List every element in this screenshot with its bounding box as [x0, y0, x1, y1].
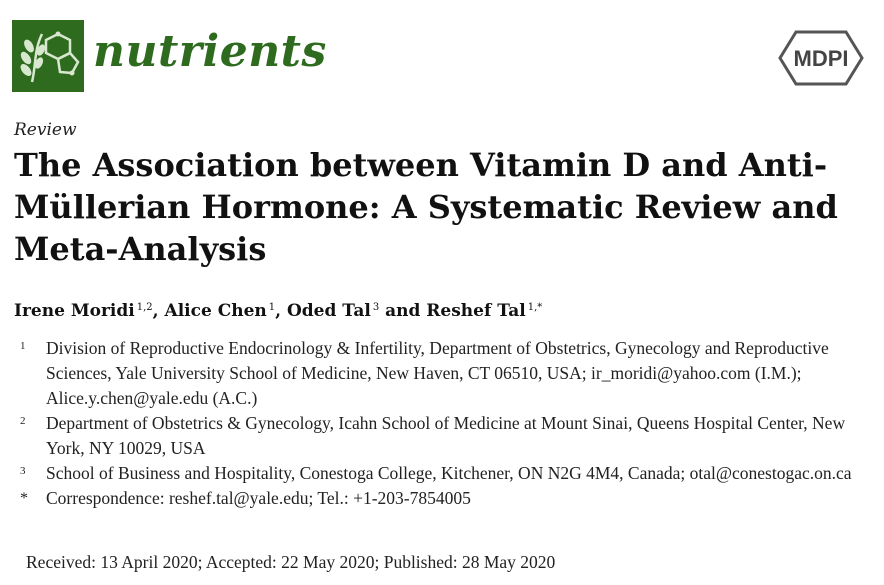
correspondence-text: Correspondence: reshef.tal@yale.edu; Tel.: +1-203-7854005: [46, 488, 471, 508]
affiliation-number: 2: [20, 415, 26, 427]
author-affiliation-mark: 1,*: [527, 302, 543, 313]
author-affiliation-mark: 1,2: [136, 302, 153, 313]
author-name: Oded Tal: [286, 301, 371, 321]
author-affiliation-mark: 3: [372, 302, 380, 313]
author-separator: ,: [275, 301, 287, 321]
mdpi-hexagon-icon: [776, 28, 866, 88]
author-name: Irene Moridi: [14, 301, 135, 321]
correspondence: [20, 486, 880, 511]
author-separator: ,: [152, 301, 165, 321]
affiliation-item: [20, 336, 880, 411]
journal-logo-icon: [12, 20, 84, 92]
affiliation-text: School of Business and Hospitality, Conestoga College, Kitchener, ON N2G 4M4, Canada; otal@conestogac.on.ca: [46, 463, 852, 483]
affiliation-item: [20, 411, 880, 461]
journal-name: nutrients: [93, 26, 327, 77]
journal-header: [0, 0, 884, 110]
affiliation-item: [20, 461, 880, 486]
author-name: Reshef Tal: [426, 301, 526, 321]
title-line-3: Meta-Analysis: [14, 230, 267, 268]
author-affiliation-mark: 1: [268, 302, 276, 313]
publisher-name: MDPI: [793, 46, 849, 71]
affiliation-number: 3: [20, 465, 26, 477]
article-type: Review: [14, 120, 77, 140]
affiliation-number: 1: [20, 340, 26, 352]
author-name: Alice Chen: [164, 301, 267, 321]
affiliation-text: Department of Obstetrics & Gynecology, Icahn School of Medicine at Mount Sinai, Queens Hospital Center, New York, NY 10029, USA: [46, 413, 846, 458]
affiliation-text: Division of Reproductive Endocrinology & Infertility, Department of Obstetrics, Gynecology and Reproductive Sciences, Yale University School of Medicine, New Haven, CT 06510, USA; ir_moridi@yahoo.com (I.M.); Alice.y.chen@yale.edu (A.C.): [46, 338, 829, 408]
publication-dates: Received: 13 April 2020; Accepted: 22 May 2020; Published: 28 May 2020: [26, 552, 556, 572]
correspondence-mark: *: [20, 490, 28, 507]
affiliation-list: [20, 336, 880, 511]
article-title: [14, 144, 874, 270]
title-line-2: Müllerian Hormone: A Systematic Review and: [14, 188, 838, 226]
title-line-1: The Association between Vitamin D and Anti-: [14, 146, 828, 184]
author-list: [14, 295, 874, 324]
author-separator: and: [379, 301, 427, 321]
